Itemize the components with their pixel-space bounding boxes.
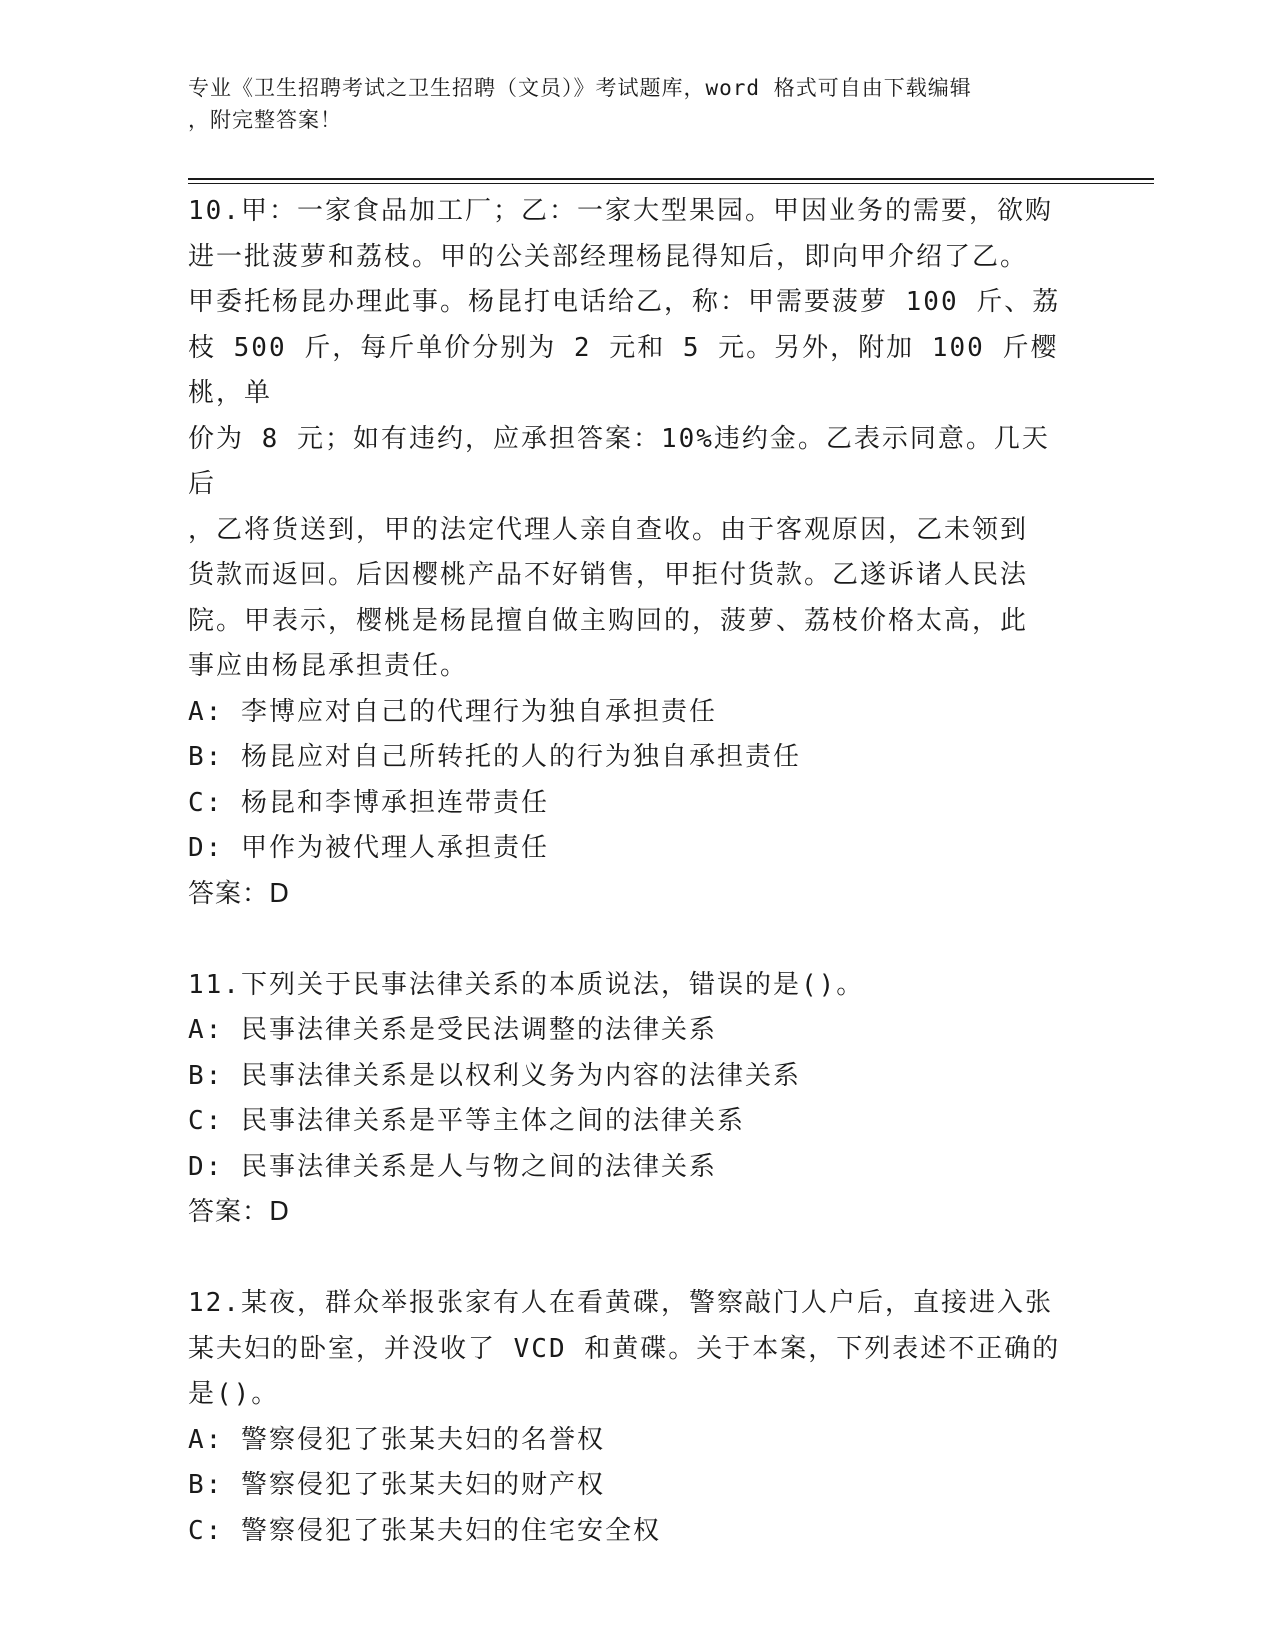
option-a: A: 李博应对自己的代理行为独自承担责任 xyxy=(188,696,717,727)
header-line-1: 专业《卫生招聘考试之卫生招聘（文员）》考试题库，word 格式可自由下载编辑 xyxy=(188,76,972,100)
option-a: A: 警察侵犯了张某夫妇的名誉权 xyxy=(188,1424,605,1455)
answer-line: 答案：D xyxy=(188,878,291,909)
answer-line: 答案：D xyxy=(188,1197,291,1227)
stem-line: 12.某夜，群众举报张家有人在看黄碟，警察敲门人户后，直接进入张 xyxy=(188,1288,1053,1318)
option-b: B: 警察侵犯了张某夫妇的财产权 xyxy=(188,1470,605,1500)
option-a: A: 民事法律关系是受民法调整的法律关系 xyxy=(188,1015,717,1045)
question-spacer xyxy=(188,1236,1068,1282)
question-stem xyxy=(188,963,1068,1009)
stem-line: 某夫妇的卧室，并没收了 VCD 和黄碟。关于本案，下列表述不正确的 xyxy=(188,1333,1061,1364)
option-c: C: 警察侵犯了张某夫妇的住宅安全权 xyxy=(188,1515,661,1546)
stem-line: 是()。 xyxy=(188,1379,280,1409)
question-list xyxy=(188,189,1068,1554)
stem-line: 10.甲：一家食品加工厂；乙：一家大型果园。甲因业务的需要，欲购 xyxy=(188,196,1053,226)
option-c: C: 民事法律关系是平等主体之间的法律关系 xyxy=(188,1106,745,1136)
option-d: D: 甲作为被代理人承担责任 xyxy=(188,833,549,863)
stem-line: 枝 500 斤，每斤单价分别为 2 元和 5 元。另外，附加 100 斤樱桃，单 xyxy=(188,332,1059,408)
option-b: B: 杨昆应对自己所转托的人的行为独自承担责任 xyxy=(188,742,801,772)
stem-line: 价为 8 元；如有违约，应承担答案：10%违约金。乙表示同意。几天后 xyxy=(188,423,1050,499)
header-line-2: ，附完整答案！ xyxy=(188,108,342,132)
document-header xyxy=(188,72,1068,136)
question-spacer xyxy=(188,917,1068,963)
stem-line: 事应由杨昆承担责任。 xyxy=(188,651,469,681)
stem-line: 11.下列关于民事法律关系的本质说法，错误的是()。 xyxy=(188,969,865,1000)
question-10 xyxy=(188,189,1068,917)
question-12 xyxy=(188,1281,1068,1554)
question-stem xyxy=(188,1281,1068,1418)
stem-line: 院。甲表示，樱桃是杨昆擅自做主购回的，菠萝、荔枝价格太高，此 xyxy=(188,605,1029,636)
question-11 xyxy=(188,963,1068,1236)
header-divider-thin xyxy=(188,183,1154,184)
option-d: D: 民事法律关系是人与物之间的法律关系 xyxy=(188,1151,717,1182)
stem-line: 进一批菠萝和荔枝。甲的公关部经理杨昆得知后，即向甲介绍了乙。 xyxy=(188,241,1029,272)
stem-line: ，乙将货送到，甲的法定代理人亲自查收。由于客观原因，乙未领到 xyxy=(188,514,1029,545)
option-c: C: 杨昆和李博承担连带责任 xyxy=(188,787,549,818)
stem-line: 甲委托杨昆办理此事。杨昆打电话给乙，称：甲需要菠萝 100 斤、荔 xyxy=(188,287,1061,317)
stem-line: 货款而返回。后因樱桃产品不好销售，甲拒付货款。乙遂诉诸人民法 xyxy=(188,560,1029,590)
question-stem xyxy=(188,189,1068,690)
option-b: B: 民事法律关系是以权利义务为内容的法律关系 xyxy=(188,1060,801,1091)
header-divider-thick xyxy=(188,178,1154,180)
